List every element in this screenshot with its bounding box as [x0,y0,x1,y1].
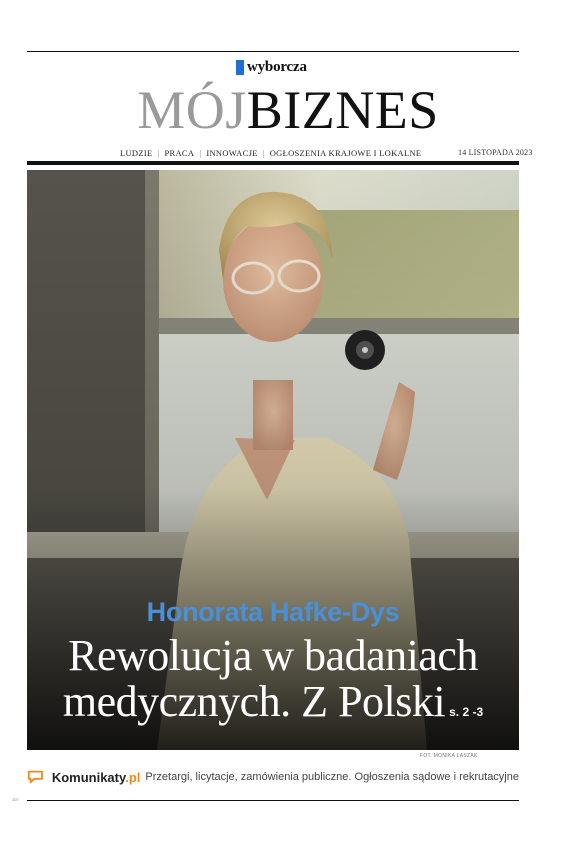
promo-brand-main: Komunikaty [51,769,126,785]
masthead-part-dark: BIZNES [246,80,439,140]
brand-mark-icon [236,60,244,75]
cover-headline[interactable] [27,633,519,735]
cover-person-name: Honorata Hafke-Dys [146,597,400,627]
speech-bubble-icon [27,765,44,789]
masthead-part-light: MÓJ [137,80,247,140]
brand-name: wyborcza [247,58,307,75]
page-reference: s. 2 -3 [449,705,484,719]
edition-code: 107 [12,797,19,802]
section-separator: | [199,148,202,158]
headline-line-2: medycznych. Z Polski [62,677,446,726]
masthead-rule [27,161,519,165]
section-item[interactable]: PRACA [164,148,195,158]
issue-date: 14 LISTOPADA 2023 [458,148,533,157]
section-separator: | [157,148,160,158]
masthead-title [0,80,576,140]
section-separator: | [262,148,265,158]
section-item[interactable]: OGŁOSZENIA KRAJOWE I LOKALNE [269,148,422,158]
top-rule [27,51,519,52]
promo-text: Przetargi, licytacje, zamówienia publiczne. Ogłoszenia sądowe i rekrutacyjne [145,771,519,783]
section-item[interactable]: LUDZIE [120,148,153,158]
promo-brand [52,770,141,785]
section-nav [120,148,421,158]
komunikaty-promo[interactable] [27,763,519,791]
section-item[interactable]: INNOWACJE [206,148,258,158]
promo-brand-suffix: .pl [125,769,141,785]
headline-line-1: Rewolucja w badaniach [68,631,478,680]
photo-credit: FOT. MONIKA ŁASZAK [420,753,478,759]
bottom-rule [27,800,519,801]
wyborcza-logo[interactable] [236,58,307,76]
